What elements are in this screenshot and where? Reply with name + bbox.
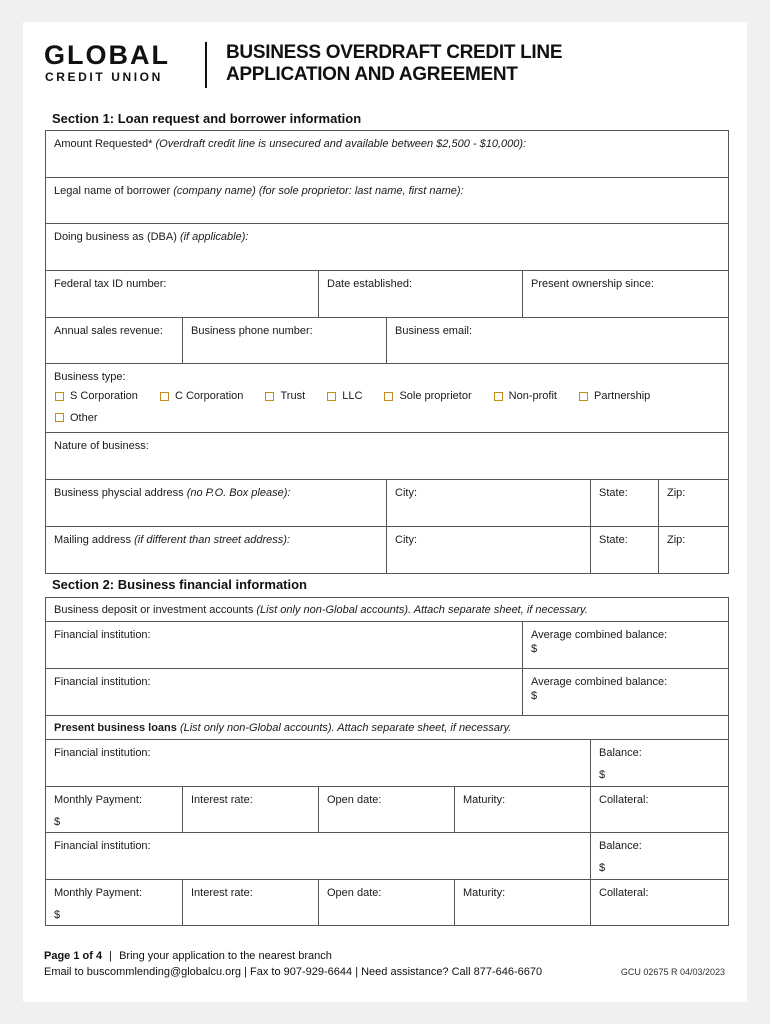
- loan-1-terms-row: [46, 787, 728, 833]
- logo-main-text: GLOBAL: [44, 40, 170, 70]
- loan-1-institution-field[interactable]: Financial institution:: [54, 747, 151, 759]
- loan-1-open-date-field[interactable]: Open date:: [318, 787, 454, 832]
- business-email-field[interactable]: Business email:: [386, 318, 728, 363]
- mailing-address-label: Mailing address: [54, 534, 132, 546]
- deposit-accounts-heading: [46, 598, 728, 621]
- mailing-address-row: [46, 527, 728, 574]
- monthly-payment-label: Monthly Payment:: [54, 794, 143, 806]
- form-page: [23, 22, 747, 1002]
- physical-state-field[interactable]: State:: [590, 480, 658, 526]
- loan-2-collateral-field[interactable]: Collateral:: [590, 880, 728, 925]
- form-code: GCU 02675 R 04/03/2023: [620, 967, 725, 977]
- nature-of-business-field[interactable]: Nature of business:: [54, 440, 149, 452]
- footer-separator: |: [109, 950, 112, 962]
- section-1-grid: [45, 130, 729, 574]
- dba-label: Doing business as (DBA): [54, 231, 177, 243]
- document-title: [226, 42, 562, 86]
- loan-2-institution-field[interactable]: Financial institution:: [54, 840, 151, 852]
- nature-row[interactable]: [46, 433, 728, 480]
- footer-branch-note: Bring your application to the nearest branch: [119, 950, 332, 962]
- dollar-sign: $: [599, 769, 606, 781]
- checkbox-s-corporation[interactable]: [55, 390, 138, 402]
- section-2-title: Section 2: Business financial information: [52, 577, 307, 592]
- checkbox-icon[interactable]: [327, 392, 336, 401]
- option-label: C Corporation: [174, 390, 244, 402]
- checkbox-c-corporation[interactable]: [160, 390, 243, 402]
- logo-sub-text: CREDIT UNION: [45, 70, 163, 84]
- balance-label: Balance:: [599, 747, 642, 759]
- loan-1-collateral-field[interactable]: Collateral:: [590, 787, 728, 832]
- checkbox-icon[interactable]: [55, 413, 64, 422]
- deposit-row-1: [46, 622, 728, 669]
- deposit-institution-2-field[interactable]: Financial institution:: [54, 676, 151, 688]
- mailing-city-field[interactable]: City:: [386, 527, 590, 573]
- option-label: Partnership: [594, 390, 651, 402]
- business-type-options: [55, 390, 720, 425]
- tax-id-row: [46, 271, 728, 318]
- dollar-sign: $: [531, 690, 538, 702]
- loans-header-row: [46, 716, 728, 740]
- mailing-zip-field[interactable]: Zip:: [658, 527, 728, 573]
- page-number: Page 1 of 4: [44, 950, 103, 962]
- monthly-payment-label: Monthly Payment:: [54, 887, 143, 899]
- option-label: LLC: [342, 390, 363, 402]
- amount-label: Amount Requested*: [54, 138, 153, 150]
- deposit-header-row: [46, 598, 728, 622]
- footer-page-info: [44, 950, 332, 962]
- legal-name-note: (company name) (for sole proprietor: last name, first name):: [173, 185, 464, 197]
- option-label: Trust: [280, 390, 306, 402]
- deposit-balance-2-field[interactable]: [522, 669, 728, 715]
- legal-name-row[interactable]: [46, 178, 728, 224]
- loan-2-interest-rate-field[interactable]: Interest rate:: [182, 880, 318, 925]
- section-2-grid: [45, 597, 729, 926]
- dollar-sign: $: [54, 909, 61, 921]
- dollar-sign: $: [599, 862, 606, 874]
- checkbox-partnership[interactable]: [579, 390, 650, 402]
- amount-requested-field[interactable]: [46, 131, 728, 177]
- tax-id-field[interactable]: Federal tax ID number:: [54, 278, 167, 290]
- dba-row[interactable]: [46, 224, 728, 271]
- checkbox-trust[interactable]: [265, 390, 305, 402]
- physical-address-row: [46, 480, 728, 527]
- annual-sales-field[interactable]: Annual sales revenue:: [54, 325, 163, 337]
- dba-note: (if applicable):: [179, 231, 249, 243]
- deposit-balance-1-field[interactable]: [522, 622, 728, 668]
- checkbox-llc[interactable]: [327, 390, 362, 402]
- deposit-label: Business deposit or investment accounts: [54, 604, 254, 616]
- business-type-label: Business type:: [54, 371, 126, 383]
- checkbox-icon[interactable]: [160, 392, 169, 401]
- mailing-address-note: (if different than street address):: [134, 534, 291, 546]
- loan-2-terms-row: [46, 880, 728, 926]
- deposit-note: (List only non-Global accounts). Attach separate sheet, if necessary.: [256, 604, 588, 616]
- loan-2-institution-row: [46, 833, 728, 880]
- mailing-state-field[interactable]: State:: [590, 527, 658, 573]
- sales-row: [46, 318, 728, 364]
- amount-row[interactable]: [46, 131, 728, 178]
- amount-note: (Overdraft credit line is unsecured and available between $2,500 - $10,000):: [155, 138, 527, 150]
- loan-1-interest-rate-field[interactable]: Interest rate:: [182, 787, 318, 832]
- present-loans-heading: [46, 716, 728, 739]
- ownership-since-field[interactable]: Present ownership since:: [522, 271, 728, 317]
- global-credit-union-logo: [44, 40, 184, 92]
- loans-label: Present business loans: [54, 722, 177, 734]
- physical-address-label: Business physcial address: [54, 487, 184, 499]
- dollar-sign: $: [531, 643, 538, 655]
- option-label: Non-profit: [508, 390, 557, 402]
- loan-2-maturity-field[interactable]: Maturity:: [454, 880, 590, 925]
- dba-field[interactable]: [46, 224, 728, 270]
- physical-city-field[interactable]: City:: [386, 480, 590, 526]
- mailing-address-field[interactable]: [46, 527, 386, 573]
- loan-2-monthly-payment-field[interactable]: [46, 880, 182, 925]
- deposit-institution-1-field[interactable]: Financial institution:: [54, 629, 151, 641]
- option-label: Other: [70, 411, 98, 424]
- avg-balance-label: Average combined balance:: [531, 629, 668, 641]
- title-line-2: APPLICATION AND AGREEMENT: [226, 64, 518, 85]
- checkbox-icon[interactable]: [494, 392, 503, 401]
- checkbox-icon[interactable]: [579, 392, 588, 401]
- header: [44, 40, 734, 92]
- option-label: S Corporation: [70, 390, 138, 402]
- checkbox-icon[interactable]: [265, 392, 274, 401]
- avg-balance-label: Average combined balance:: [531, 676, 668, 688]
- checkbox-non-profit[interactable]: [494, 390, 557, 402]
- physical-address-field[interactable]: [46, 480, 386, 526]
- header-divider: [205, 42, 207, 88]
- loan-1-balance-field[interactable]: [590, 740, 728, 786]
- section-1-title: Section 1: Loan request and borrower information: [52, 111, 362, 126]
- checkbox-icon[interactable]: [55, 392, 64, 401]
- balance-label: Balance:: [599, 840, 642, 852]
- legal-name-field[interactable]: [46, 178, 728, 223]
- loan-2-open-date-field[interactable]: Open date:: [318, 880, 454, 925]
- footer-contact: Email to buscommlending@globalcu.org | Fax to 907-929-6644 | Need assistance? Call 877-646-6670: [44, 966, 543, 978]
- physical-zip-field[interactable]: Zip:: [658, 480, 728, 526]
- loans-note: (List only non-Global accounts). Attach separate sheet, if necessary.: [179, 722, 512, 734]
- loan-1-monthly-payment-field[interactable]: [46, 787, 182, 832]
- date-established-field[interactable]: Date established:: [318, 271, 522, 317]
- business-type-row: [46, 364, 728, 433]
- business-phone-field[interactable]: Business phone number:: [182, 318, 386, 363]
- physical-address-note: (no P.O. Box please):: [186, 487, 291, 499]
- loan-1-maturity-field[interactable]: Maturity:: [454, 787, 590, 832]
- legal-name-label: Legal name of borrower: [54, 185, 171, 197]
- dollar-sign: $: [54, 816, 61, 828]
- loan-1-institution-row: [46, 740, 728, 787]
- checkbox-icon[interactable]: [384, 392, 393, 401]
- title-line-1: BUSINESS OVERDRAFT CREDIT LINE: [226, 42, 563, 63]
- loan-2-balance-field[interactable]: [590, 833, 728, 879]
- deposit-row-2: [46, 669, 728, 716]
- checkbox-other[interactable]: [55, 412, 98, 424]
- checkbox-sole-proprietor[interactable]: [384, 390, 471, 402]
- option-label: Sole proprietor: [399, 390, 472, 402]
